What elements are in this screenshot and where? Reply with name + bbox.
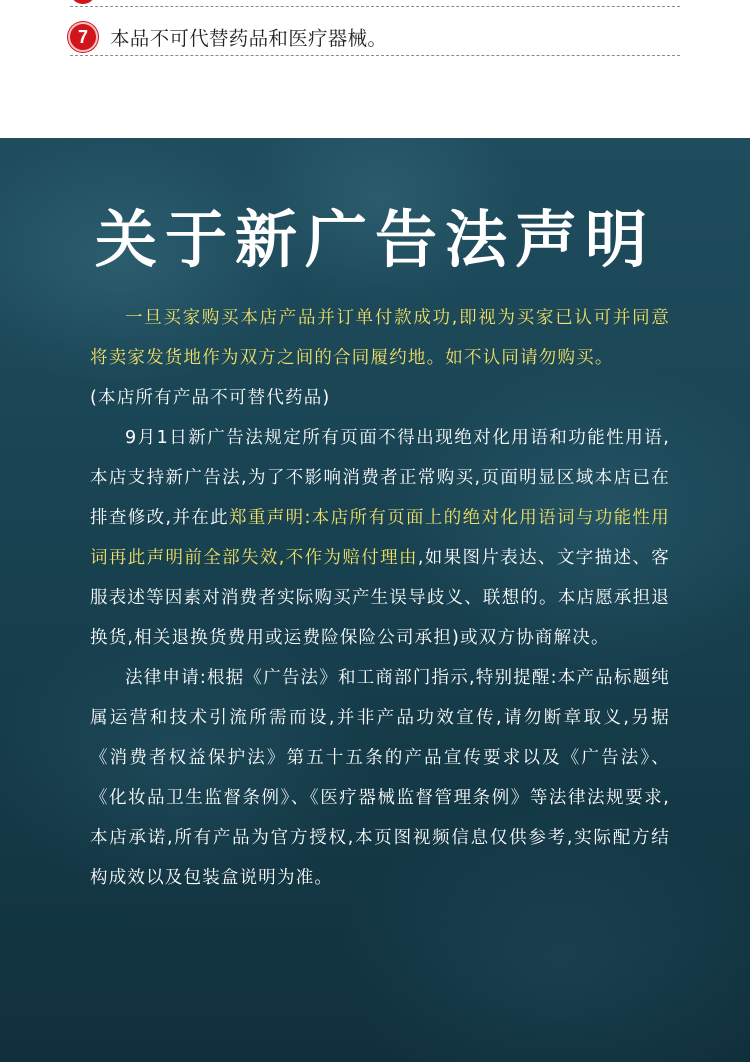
notice-text: 本品不可代替药品和医疗器械。: [110, 27, 388, 50]
statement-paragraph-1: [90, 298, 670, 378]
highlighted-text: 郑重声明:本店所有页面上的绝对化用语词与功能性用词再此声明前全部失效,不作为赔付理由: [90, 508, 670, 568]
number-badge-icon: [70, 0, 96, 4]
previous-notice-item-cropped: [70, 0, 108, 4]
statement-note: (本店所有产品不可替代药品): [90, 388, 331, 408]
statement-body: [90, 298, 670, 898]
notice-item-7: [68, 22, 387, 52]
highlighted-text: 一旦买家购买本店产品并订单付款成功,即视为买家已认可并同意将卖家发货地作为双方之间的合同履约地。如不认同请勿购买。: [90, 308, 670, 368]
statement-paragraph-3: 法律申请:根据《广告法》和工商部门指示,特别提醒:本产品标题纯属运营和技术引流所需而设,并非产品功效宣传,请勿断章取义,另据《消费者权益保护法》第五十五条的产品宣传要求以及《广告法》、《化妆品卫生监督条例》、《医疗器械监督管理条例》等法律法规要求,本店承诺,所有产品为官方授权,本页图视频信息仅供参考,实际配方结构成效以及包装盒说明为准。: [90, 668, 670, 888]
dashed-divider: [70, 55, 680, 56]
ad-law-statement-section: [0, 138, 750, 1062]
notice-list-section: [0, 0, 750, 138]
statement-title: 关于新广告法声明: [94, 203, 655, 276]
number-badge-icon: 7: [68, 22, 98, 52]
dashed-divider: [70, 6, 680, 7]
statement-paragraph-2: 9月1日新广告法规定所有页面不得出现绝对化用语和功能性用语,本店支持新广告法,为了不影响消费者正常购买,页面明显区域本店已在排查修改,并在此郑重声明:本店所有页面上的绝对化用语词与功能性用词再此声明前全部失效,不作为赔付理由,如果图片表达、文字描述、客服表述等因素对消费者实际购买产生误导歧义、联想的。本店愿承担退换货,相关退换货费用或运费险保险公司承担)或双方协商解决。: [90, 428, 670, 648]
